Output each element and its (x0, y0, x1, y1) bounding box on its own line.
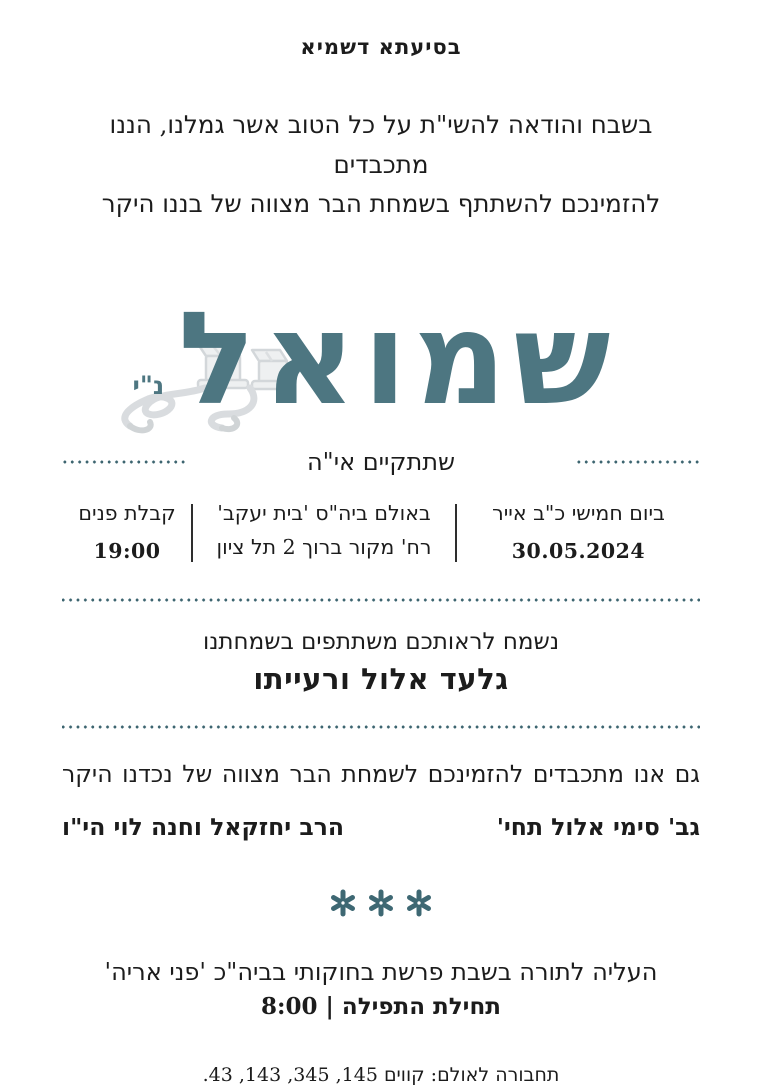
event-venue-column (193, 500, 455, 565)
parents-names: גלעד אלול ורעייתו (253, 662, 509, 697)
grandparents-intro: גם אנו מתכבדים להזמינכם לשמחת הבר מצווה של נכדנו היקר (62, 760, 700, 789)
grandparent-name-left: הרב יחזקאל וחנה לוי הי"ו (62, 813, 345, 842)
asterisk-separator (62, 886, 700, 920)
event-day: ביום חמישי כ"ב אייר (492, 501, 665, 526)
transport-line: תחבורה לאולם: קווים 145, 345, 143, 43. (202, 1064, 560, 1086)
aliyah-line: העליה לתורה בשבת פרשת בחוקותי בביה"כ 'פני אריה' (104, 958, 658, 987)
boy-name-section (62, 230, 700, 434)
dotted-divider-bottom (62, 725, 700, 729)
reception-column (63, 500, 191, 565)
intro-paragraph (62, 105, 700, 224)
prayer-time-line: תחילת התפילה | 8:00 (261, 993, 501, 1021)
closing-line: נשמח לראותכם משתתפים בשמחתנו (202, 629, 560, 656)
boy-name: שמואל (178, 283, 618, 434)
reception-label: קבלת פנים (78, 501, 176, 526)
column-divider (191, 504, 193, 562)
grandparent-name-right: גב' סימי אלול תחי' (496, 813, 700, 842)
intro-line-1: בשבח והודאה להשי"ת על כל הטוב אשר גמלנו, הננו מתכבדים (109, 110, 653, 179)
column-divider (455, 504, 457, 562)
event-date: 30.05.2024 (511, 538, 646, 563)
event-details (62, 500, 700, 565)
dotted-divider-top (62, 598, 700, 602)
subtitle-row (62, 448, 700, 476)
dotted-rule-left (62, 460, 186, 464)
dotted-rule-right (576, 460, 700, 464)
boy-name-honorific: נ"י (132, 371, 165, 401)
boy-name-row (56, 230, 694, 434)
venue-name: באולם ביה"ס 'בית יעקב' (217, 501, 431, 526)
reception-time: 19:00 (93, 538, 161, 563)
bsd-heading: בסיעתא דשמיא (300, 34, 462, 59)
subtitle-text: שתתקיים אי"ה (307, 448, 455, 477)
grandparents-names-row (62, 813, 700, 841)
flower-asterisk-icon (321, 886, 441, 920)
venue-address: רח' מקור ברוך 2 תל ציון (216, 534, 432, 559)
event-date-column (457, 500, 700, 565)
intro-line-2: להזמינכם להשתתף בשמחת הבר מצווה של בננו היקר (101, 189, 661, 219)
